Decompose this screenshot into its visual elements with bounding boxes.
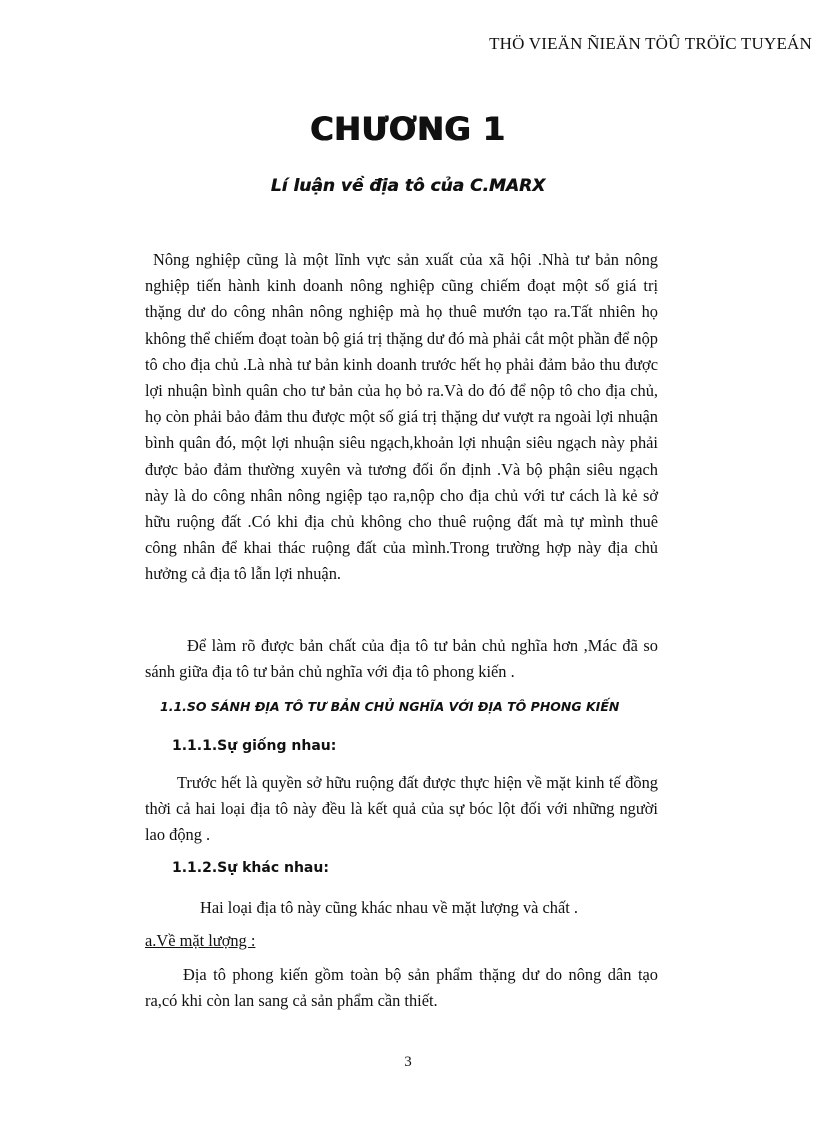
quantity-paragraph-block <box>145 962 658 1014</box>
intro-paragraph: Nông nghiệp cũng là một lĩnh vực sản xuất của xã hội .Nhà tư bản nông nghiệp tiến hành kinh doanh nông nghiệp cũng chiếm đoạt một số giá trị thặng dư do công nhân nông nghiệp mà họ thuê mướn tạo ra.Tất nhiên họ không thể chiếm đoạt toàn bộ giá trị thặng dư đó mà phải cắt một phần để nộp tô cho địa chủ .Là nhà tư bản kinh doanh trước hết họ phải đảm bảo thu được lợi nhuận bình quân cho tư bản của họ bỏ ra.Và do đó để nộp tô cho địa chủ, họ còn phải bảo đảm thu được một số giá trị thặng dư vượt ra ngoài lợi nhuận bình quân đó, một lợi nhuận siêu ngạch,khoản lợi nhuận siêu ngạch này phải được bảo đảm thường xuyên và tương đối ổn định .Và bộ phận siêu ngạch này là do công nhân nông ngiệp tạo ra,nộp cho địa chủ với tư cách là kẻ sở hữu ruộng đất .Có khi địa chủ không cho thuê ruộng đất mà tự mình thuê công nhân để khai thác ruộng đất của mình.Trong trường hợp này địa chủ hưởng cả địa tô lẫn lợi nhuận. <box>145 250 658 584</box>
quantity-paragraph: Địa tô phong kiến gồm toàn bộ sản phẩm thặng dư do nông dân tạo ra,có khi còn lan sang cả sản phẩm cần thiết. <box>145 965 658 1011</box>
chapter-title: CHƯƠNG 1 <box>310 110 506 148</box>
page-number: 3 <box>404 1054 412 1070</box>
similarity-paragraph: Trước hết là quyền sở hữu ruộng đất được thực hiện về mặt kinh tế đồng thời cả hai loại địa tô này đều là kết quả của sự bóc lột đối với những người lao động . <box>145 773 658 845</box>
similarity-paragraph-block <box>145 770 658 849</box>
quantity-heading: a.Về mặt lượng : <box>145 931 256 950</box>
difference-paragraph: Hai loại địa tô này cũng khác nhau về mặt lượng và chất . <box>200 898 579 917</box>
running-header: THÖ VIEÄN ÑIEÄN TÖÛ TRÖÏC TUYEÁN <box>489 34 812 53</box>
difference-paragraph-block <box>145 895 658 921</box>
difference-heading: 1.1.2.Sự khác nhau: <box>172 860 329 876</box>
chapter-subtitle: Lí luận về địa tô của C.MARX <box>270 176 546 196</box>
section-heading: 1.1.SO SÁNH ĐỊA TÔ TƯ BẢN CHỦ NGHĨA VỚI ĐỊA TÔ PHONG KIẾN <box>160 699 620 714</box>
comparison-paragraph-block <box>145 633 658 685</box>
comparison-paragraph: Để làm rõ được bản chất của địa tô tư bản chủ nghĩa hơn ,Mác đã so sánh giữa địa tô tư bản chủ nghĩa với địa tô phong kiến . <box>145 636 658 682</box>
similarity-heading: 1.1.1.Sự giống nhau: <box>172 738 337 754</box>
intro-paragraph-block <box>145 247 658 588</box>
